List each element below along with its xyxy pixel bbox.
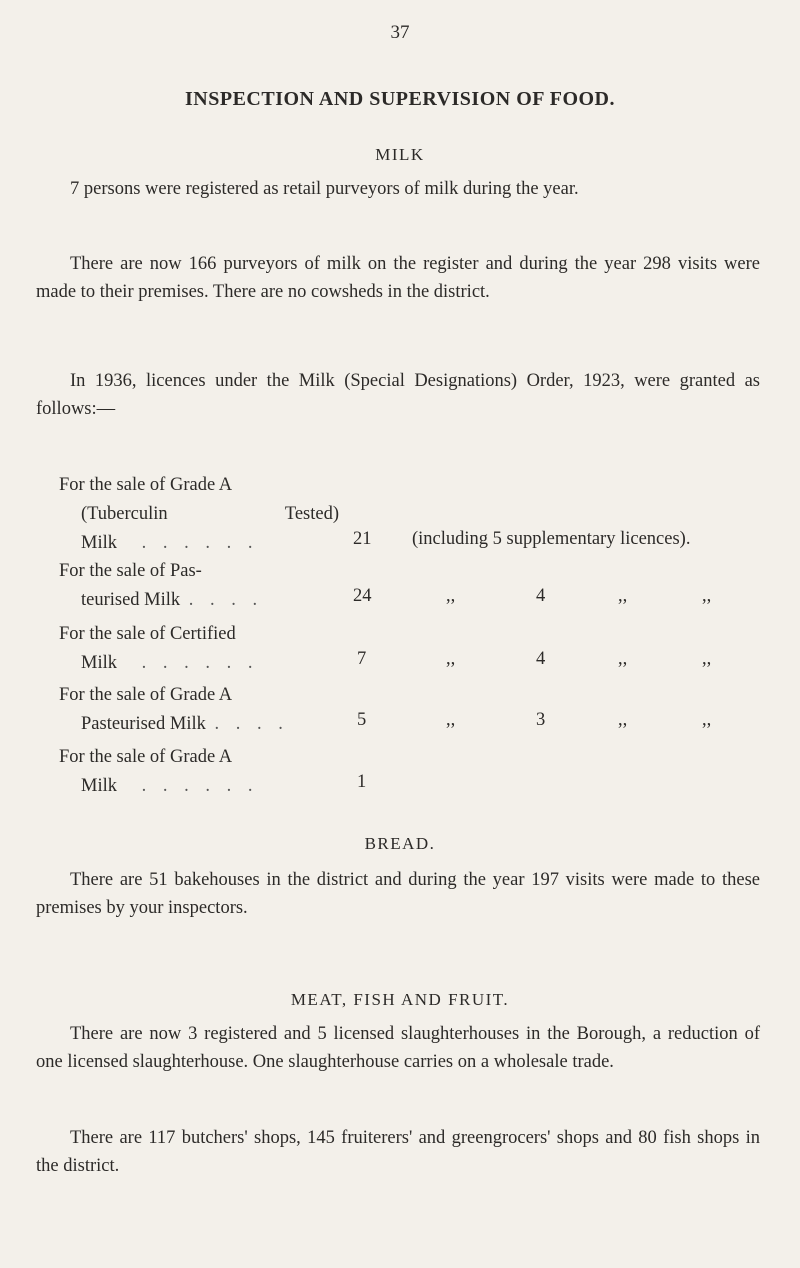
ditto-mark: ,, <box>618 586 628 606</box>
licence-count: 1 <box>357 772 367 792</box>
licence-desc-line: For the sale of Pas- <box>59 561 202 581</box>
licence-count: 21 <box>353 529 372 549</box>
leader-dots: . . . . . . <box>141 533 259 553</box>
supplementary-count: 4 <box>536 649 546 669</box>
page-number: 37 <box>390 22 410 43</box>
licence-count: 7 <box>357 649 367 669</box>
leader-dots: . . . . <box>214 714 289 734</box>
milk-paragraph-1: 7 persons were registered as retail purveyors of milk during the year. <box>70 179 579 199</box>
milk-heading: MILK <box>375 145 425 164</box>
ditto-mark: ,, <box>618 649 628 669</box>
licence-desc-line <box>59 500 339 529</box>
meat-fish-fruit-heading: MEAT, FISH AND FRUIT. <box>290 990 510 1009</box>
licence-desc-line: For the sale of Certified <box>59 624 236 644</box>
licence-desc-line: For the sale of Grade A <box>59 685 233 705</box>
leader-dots: . . . . . . <box>141 776 259 796</box>
ditto-mark: ,, <box>618 710 628 730</box>
licence-desc-word: Milk <box>81 776 117 796</box>
ditto-mark: ,, <box>702 649 712 669</box>
ditto-mark: ,, <box>702 710 712 730</box>
leader-dots: . . . . . . <box>141 653 259 673</box>
licence-desc-word: Milk <box>81 653 117 673</box>
licence-desc-line <box>59 529 339 558</box>
licence-row-grade-a-desc <box>59 743 339 801</box>
milk-paragraph-3: In 1936, licences under the Milk (Special Designations) Order, 1923, were granted as follows:— <box>36 371 760 419</box>
licence-row-grade-a-pasteurised-desc <box>59 681 339 739</box>
meat-paragraph-2: There are 117 butchers' shops, 145 fruiterers' and greengrocers' shops and 80 fish shops in the district. <box>36 1128 760 1176</box>
licence-desc-line <box>59 649 339 678</box>
bread-heading: BREAD. <box>364 834 436 853</box>
ditto-mark: ,, <box>446 649 456 669</box>
meat-paragraph-1: There are now 3 registered and 5 licensed slaughterhouses in the Borough, a reduction of one licensed slaughterhouse. One slaughterhouse carries on a wholesale trade. <box>36 1024 760 1072</box>
licence-desc-line: For the sale of Grade A <box>59 747 233 767</box>
licence-row-grade-a-tt-desc <box>59 471 339 558</box>
licence-note: (including 5 supplementary licences). <box>412 529 691 549</box>
licence-count: 24 <box>353 586 372 606</box>
ditto-mark: ,, <box>446 586 456 606</box>
supplementary-count: 4 <box>536 586 546 606</box>
licence-desc-line: For the sale of Grade A <box>59 475 233 495</box>
licence-desc-word: Tested) <box>284 504 339 524</box>
bread-paragraph: There are 51 bakehouses in the district and during the year 197 visits were made to these premises by your inspectors. <box>36 870 760 918</box>
licence-desc-word: Milk <box>81 533 117 553</box>
licence-desc-line <box>59 710 339 739</box>
ditto-mark: ,, <box>702 586 712 606</box>
licence-desc-word: (Tuberculin <box>81 504 168 524</box>
licence-desc-word: Pasteurised Milk <box>81 714 206 734</box>
licence-desc-word: teurised Milk <box>81 590 181 610</box>
page-title: INSPECTION AND SUPERVISION OF FOOD. <box>185 88 615 110</box>
leader-dots: . . . . <box>188 590 264 610</box>
licence-desc-line <box>59 586 339 615</box>
licence-desc-line <box>59 772 339 801</box>
licence-row-pasteurised-desc <box>59 557 339 615</box>
licence-count: 5 <box>357 710 367 730</box>
milk-paragraph-2: There are now 166 purveyors of milk on the register and during the year 298 visits were made to their premises. There are no cowsheds in the district. <box>36 254 760 302</box>
licence-row-certified-desc <box>59 620 339 678</box>
supplementary-count: 3 <box>536 710 546 730</box>
ditto-mark: ,, <box>446 710 456 730</box>
